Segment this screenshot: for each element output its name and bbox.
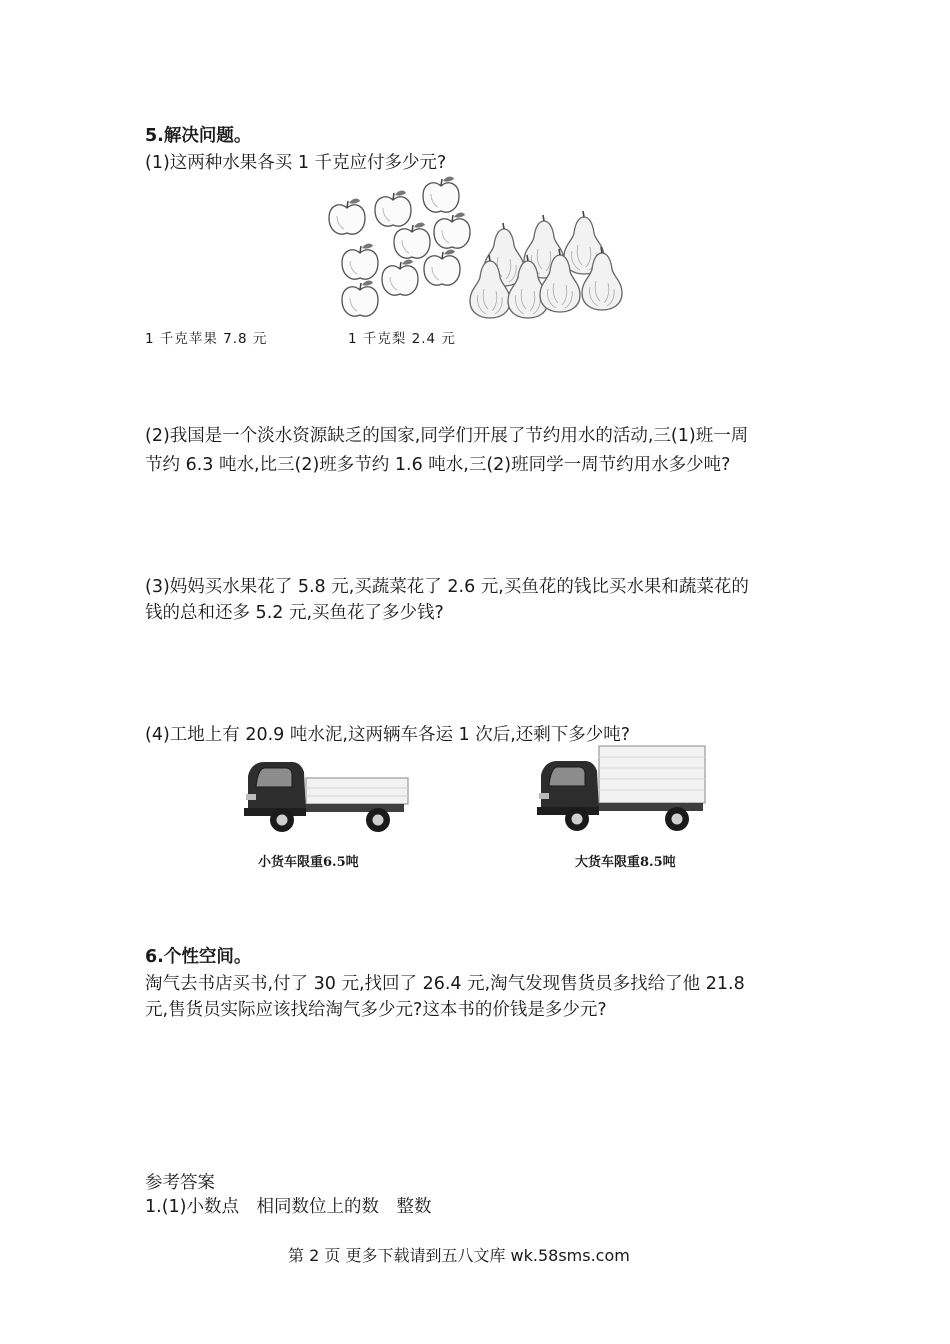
small-truck-icon	[244, 758, 410, 832]
apple-icon	[424, 250, 460, 286]
question-5-3-line1: (3)妈妈买水果花了 5.8 元,买蔬菜花了 2.6 元,买鱼花的钱比买水果和蔬菜花的	[145, 577, 749, 597]
question-5-title: 5.解决问题。	[145, 126, 252, 146]
question-6-line2: 元,售货员实际应该找给淘气多少元?这本书的价钱是多少元?	[145, 1000, 607, 1020]
apple-price-caption: 1 千克苹果 7.8 元	[145, 331, 268, 347]
question-6-line1: 淘气去书店买书,付了 30 元,找回了 26.4 元,淘气发现售货员多找给了他 21.8	[145, 974, 745, 994]
question-5-1-text: (1)这两种水果各买 1 千克应付多少元?	[145, 153, 447, 173]
apple-icon	[394, 223, 430, 259]
big-truck-caption: 大货车限重8.5吨	[575, 855, 676, 870]
big-truck-icon	[537, 745, 707, 832]
apple-icon	[329, 199, 365, 235]
question-6-title: 6.个性空间。	[145, 947, 252, 967]
small-truck-caption: 小货车限重6.5吨	[258, 855, 359, 870]
apple-icon	[342, 281, 378, 317]
pears-illustration	[462, 205, 632, 325]
apple-icon	[342, 244, 378, 280]
answers-heading: 参考答案	[145, 1173, 215, 1193]
question-5-3-line2: 钱的总和还多 5.2 元,买鱼花了多少钱?	[145, 603, 444, 623]
question-5-4-text: (4)工地上有 20.9 吨水泥,这两辆车各运 1 次后,还剩下多少吨?	[145, 725, 631, 745]
apple-icon	[423, 177, 459, 213]
apple-icon	[382, 260, 418, 296]
answers-line-1: 1.(1)小数点 相同数位上的数 整数	[145, 1197, 432, 1217]
question-5-2-line2: 节约 6.3 吨水,比三(2)班多节约 1.6 吨水,三(2)班同学一周节约用水多少吨?	[145, 455, 731, 475]
apple-icon	[375, 191, 411, 227]
apples-illustration	[320, 170, 480, 330]
question-5-2-line1: (2)我国是一个淡水资源缺乏的国家,同学们开展了节约用水的活动,三(1)班一周	[145, 426, 749, 446]
page-footer: 第 2 页 更多下载请到五八文库 wk.58sms.com	[288, 1246, 630, 1265]
pear-price-caption: 1 千克梨 2.4 元	[348, 331, 456, 347]
